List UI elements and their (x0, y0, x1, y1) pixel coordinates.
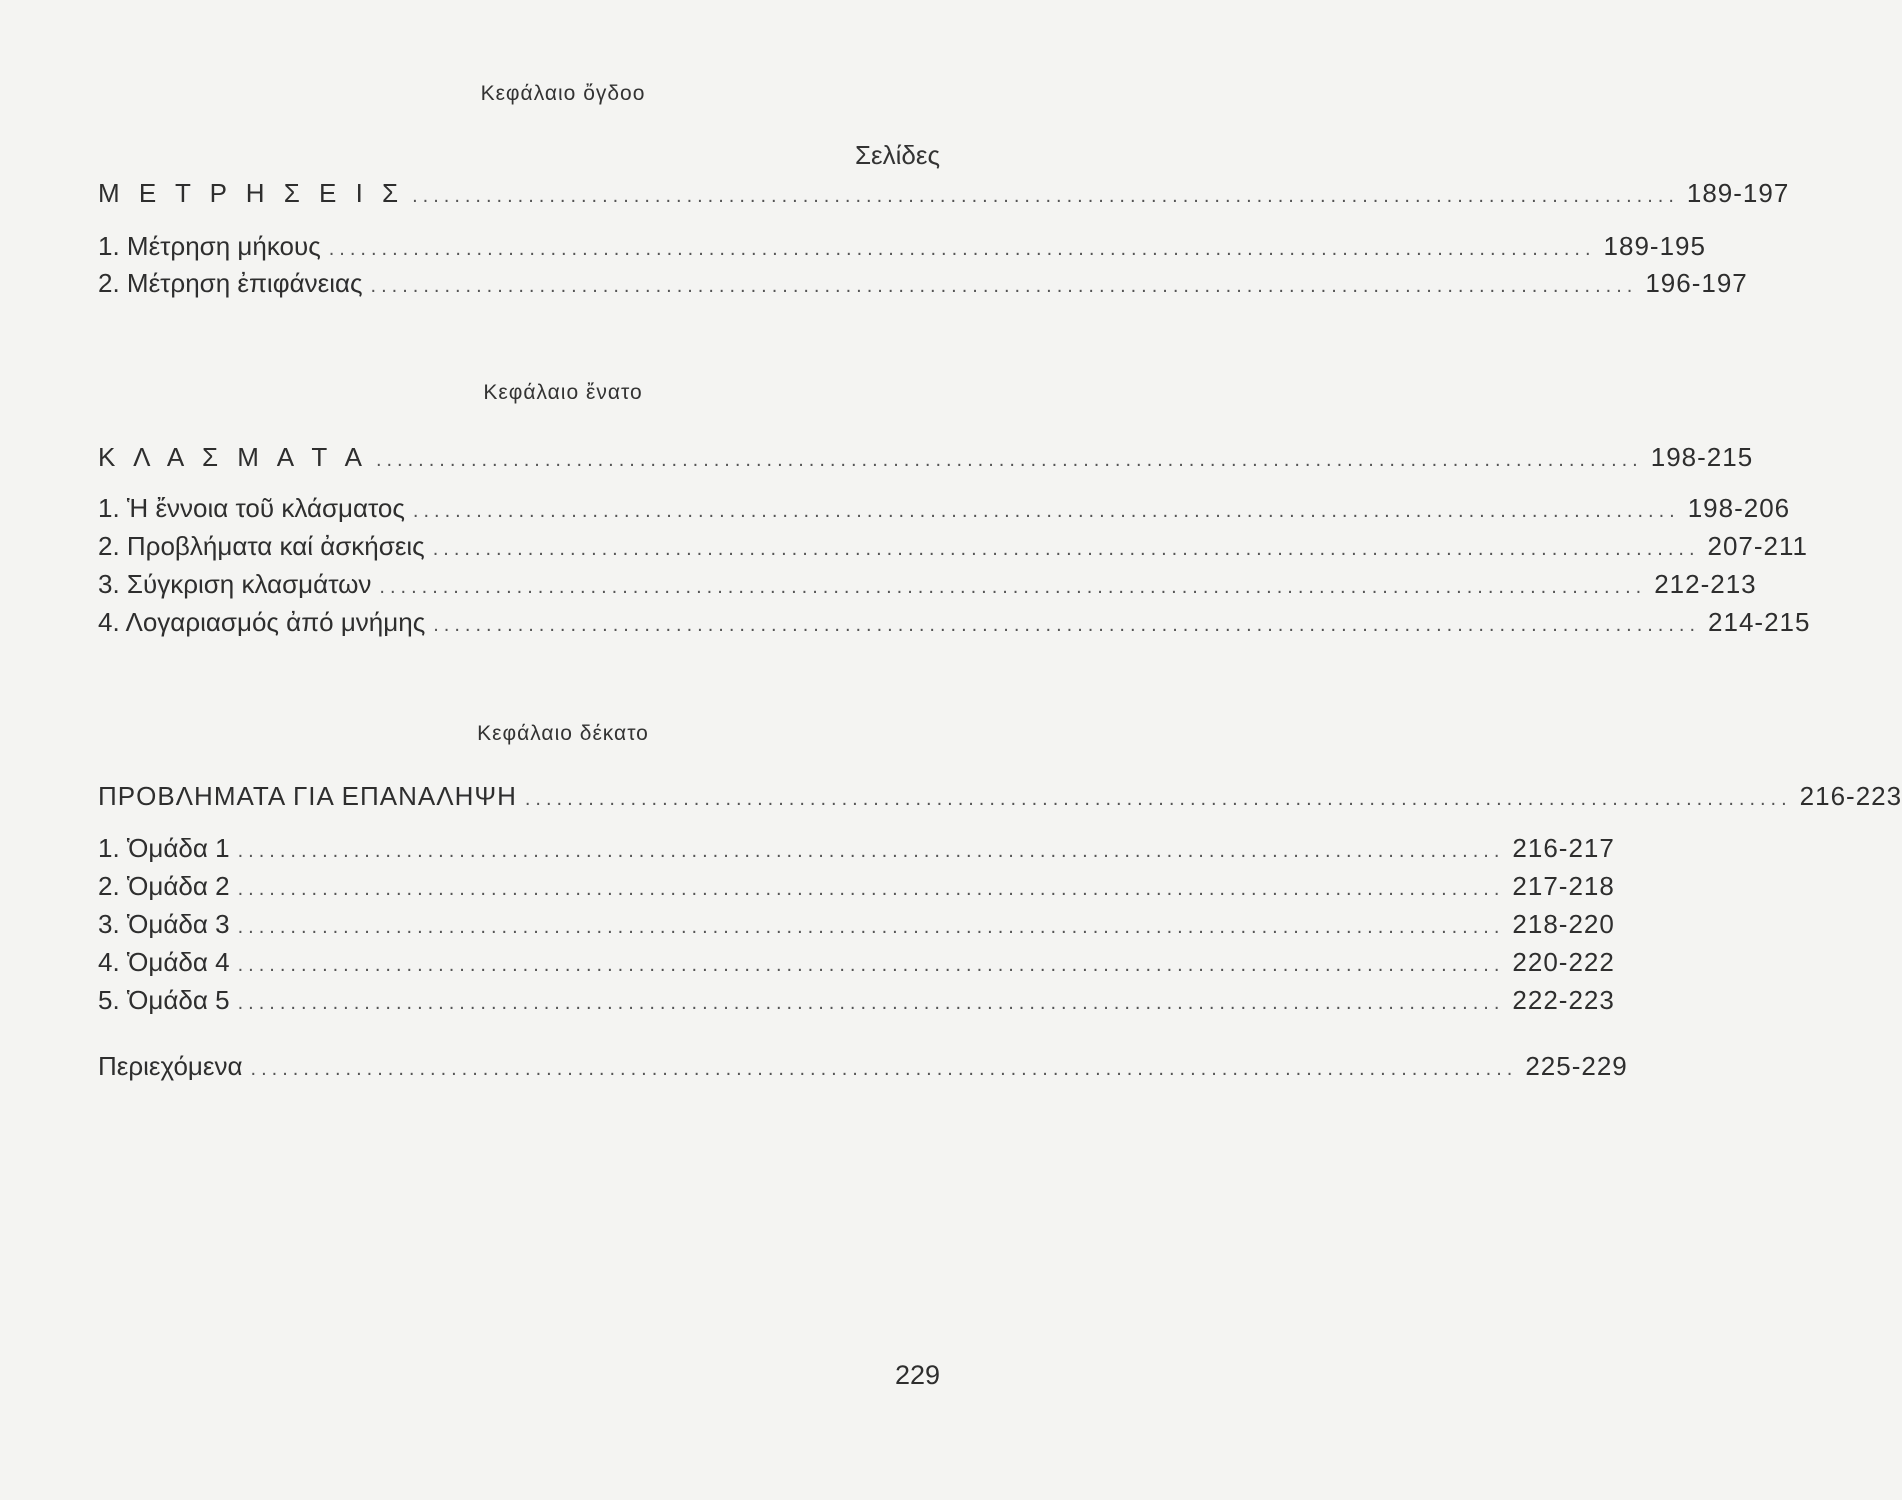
page-range: 216-217 (1512, 833, 1615, 863)
dot-leader: ........................................................................................................................ (524, 788, 1792, 810)
dot-leader: ........................................................................................................................ (379, 576, 1647, 598)
dot-leader: ........................................................................................................................ (237, 916, 1505, 938)
dot-leader: ........................................................................................................................ (237, 954, 1505, 976)
dot-leader: ........................................................................................................................ (412, 500, 1680, 522)
pages-column-label: Σελίδες (854, 140, 940, 170)
page-range: 214-215 (1708, 607, 1811, 637)
chapter-title: Μ Ε Τ Ρ Η Σ Ε Ι Σ (98, 178, 405, 208)
entry-label: 4. Ὁμάδα 4 (98, 947, 230, 977)
dot-leader: ........................................................................................................................ (250, 1058, 1518, 1080)
page-range: 198-206 (1687, 493, 1791, 523)
page-range: 222-223 (1512, 985, 1615, 1015)
page-range: 217-218 (1512, 871, 1615, 901)
entry-label: 1. Μέτρηση μήκους (98, 231, 321, 261)
toc-entry-row[interactable] (98, 268, 1748, 302)
toc-chapter-title-row[interactable] (98, 178, 1790, 212)
toc-chapter-title-row[interactable] (98, 442, 1754, 476)
entry-label: 3. Ὁμάδα 3 (98, 909, 230, 939)
entry-label: 2. Ὁμάδα 2 (98, 871, 230, 901)
page-range: 212-213 (1654, 569, 1757, 599)
dot-leader: ........................................................................................................................ (412, 185, 1679, 207)
dot-leader: ........................................................................................................................ (237, 840, 1505, 862)
page-range: 216-223 (1799, 781, 1902, 811)
page-range: 220-222 (1512, 947, 1615, 977)
toc-entry-row[interactable] (98, 909, 1615, 943)
dot-leader: ........................................................................................................................ (375, 449, 1643, 471)
entry-label: 2. Μέτρηση ἐπιφάνειας (98, 268, 363, 298)
toc-entry-row[interactable] (98, 493, 1791, 527)
dot-leader: ........................................................................................................................ (237, 878, 1505, 900)
chapter-title: Κ Λ Α Σ Μ Α Τ Α (98, 442, 368, 472)
toc-entry-row[interactable] (98, 833, 1615, 867)
entry-label: Περιεχόμενα (98, 1051, 243, 1081)
dot-leader: ........................................................................................................................ (237, 992, 1505, 1014)
page-number: 229 (894, 1360, 940, 1390)
chapter-heading: Κεφάλαιο ἔνατο (483, 381, 643, 404)
toc-entry-row[interactable] (98, 531, 1809, 565)
dot-leader: ........................................................................................................................ (328, 238, 1596, 260)
chapter-heading: Κεφάλαιο δέκατο (477, 722, 649, 745)
entry-label: 2. Προβλήματα καί ἀσκήσεις (98, 531, 425, 561)
page-range: 207-211 (1707, 531, 1809, 561)
dot-leader: ........................................................................................................................ (433, 614, 1701, 636)
chapter-title: ΠΡΟΒΛΗΜΑΤΑ ΓΙΑ ΕΠΑΝΑΛΗΨΗ (98, 781, 517, 811)
page-range: 196-197 (1645, 268, 1748, 298)
page-range: 189-197 (1686, 178, 1790, 208)
entry-label: 4. Λογαριασμός ἀπό μνήμης (98, 607, 426, 637)
toc-entry-row[interactable] (98, 569, 1757, 603)
toc-entry-row[interactable] (98, 871, 1615, 905)
toc-entry-row[interactable] (98, 607, 1811, 641)
entry-label: 1. Ὁμάδα 1 (98, 833, 230, 863)
dot-leader: ........................................................................................................................ (370, 275, 1638, 297)
toc-chapter-title-row[interactable] (98, 781, 1902, 815)
entry-label: 1. Ἡ ἔννοια τοῦ κλάσματος (98, 493, 405, 523)
page-range: 198-215 (1650, 442, 1754, 472)
toc-contents-row[interactable] (98, 1051, 1628, 1085)
page-range: 225-229 (1525, 1051, 1628, 1081)
toc-entry-row[interactable] (98, 947, 1615, 981)
dot-leader: ........................................................................................................................ (432, 538, 1700, 560)
toc-entry-row[interactable] (98, 985, 1615, 1019)
entry-label: 5. Ὁμάδα 5 (98, 985, 230, 1015)
page-range: 189-195 (1603, 231, 1706, 261)
entry-label: 3. Σύγκριση κλασμάτων (98, 569, 372, 599)
chapter-heading: Κεφάλαιο ὄγδοο (480, 82, 646, 105)
page-range: 218-220 (1512, 909, 1615, 939)
toc-entry-row[interactable] (98, 231, 1706, 265)
